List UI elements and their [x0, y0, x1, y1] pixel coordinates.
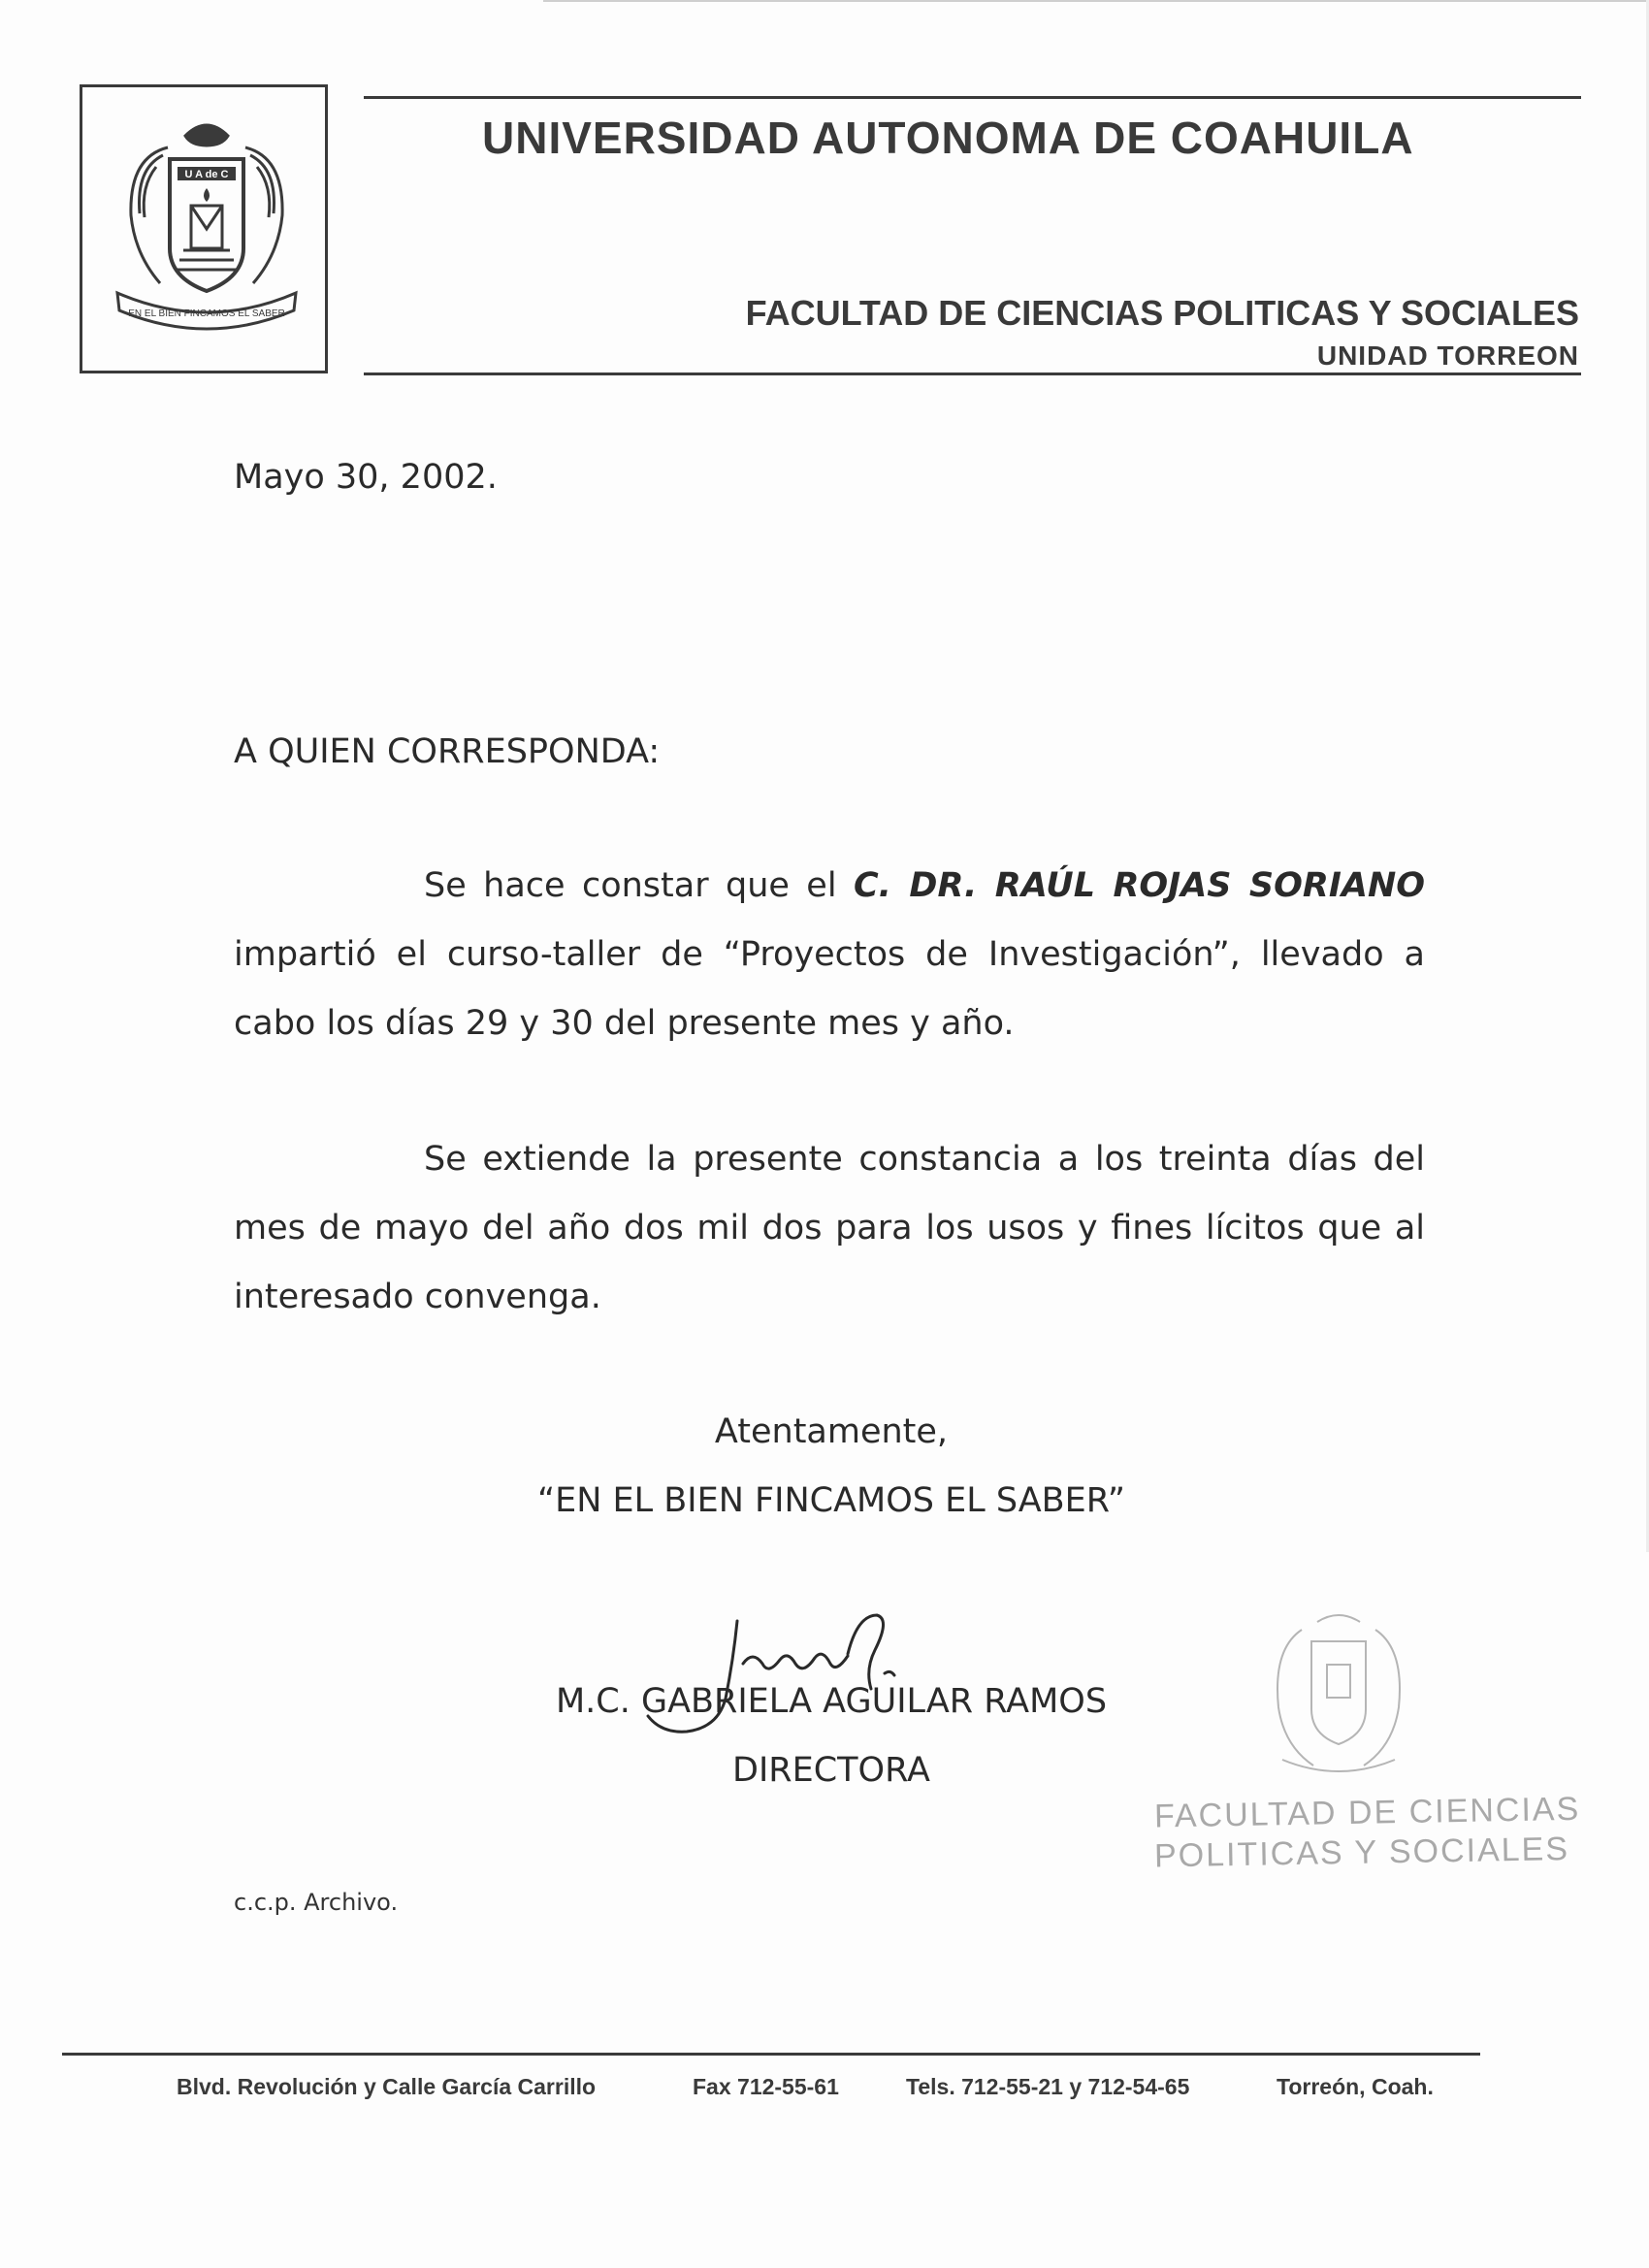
paragraph-1-rest: impartió el curso-taller de “Proyectos de Investigación”, llevado a cabo los días 29 y 30 del presente mes y año.: [234, 935, 1425, 1043]
unit-name: UNIDAD TORREON: [1316, 340, 1579, 371]
paragraph-1-lead: Se hace constar que el: [424, 866, 837, 905]
university-crest-icon: [110, 109, 304, 351]
seal-stamp-icon: [1273, 1608, 1405, 1783]
salutation: A QUIEN CORRESPONDA:: [234, 732, 661, 771]
footer-rule: [62, 2053, 1480, 2056]
logo-label: U A de C: [184, 169, 229, 180]
university-name: UNIVERSIDAD AUTONOMA DE COAHUILA: [482, 113, 1414, 163]
scan-top-edge: [543, 0, 1649, 2]
motto: “EN EL BIEN FINCAMOS EL SABER”: [536, 1481, 1126, 1520]
stamp-line-2: POLITICAS Y SOCIALES: [1153, 1831, 1570, 1875]
closing: Atentamente,: [714, 1412, 949, 1451]
ccp-note: c.c.p. Archivo.: [234, 1889, 399, 1916]
faculty-name: FACULTAD DE CIENCIAS POLITICAS Y SOCIALES: [745, 293, 1579, 333]
letterhead-rule-top: [364, 96, 1581, 99]
footer-fax: Fax 712-55-61: [693, 2074, 839, 2099]
footer-phones: Tels. 712-55-21 y 712-54-65: [906, 2074, 1190, 2099]
paragraph-1: [234, 852, 1425, 1058]
signer-name: M.C. GABRIELA AGUILAR RAMOS: [555, 1682, 1108, 1721]
stamp-line-1: FACULTAD DE CIENCIAS: [1153, 1790, 1581, 1835]
letter-date: Mayo 30, 2002.: [234, 458, 498, 497]
signature-icon: [630, 1605, 980, 1751]
footer-address: Blvd. Revolución y Calle García Carrillo: [177, 2074, 597, 2099]
letterhead-rule-bottom: [364, 373, 1581, 375]
signer-title: DIRECTORA: [732, 1751, 930, 1790]
footer-city: Torreón, Coah.: [1277, 2074, 1434, 2099]
university-logo: [80, 84, 328, 373]
paragraph-2-text: Se extiende la presente constancia a los treinta días del mes de mayo del año dos mil dos para los usos y fines lícitos que al interesado convenga.: [234, 1140, 1425, 1316]
honoree-name: C. DR. RAÚL ROJAS SORIANO: [853, 866, 1425, 905]
paragraph-2: [234, 1125, 1425, 1332]
logo-ribbon-motto: EN EL BIEN FINCAMOS EL SABER: [128, 308, 285, 319]
